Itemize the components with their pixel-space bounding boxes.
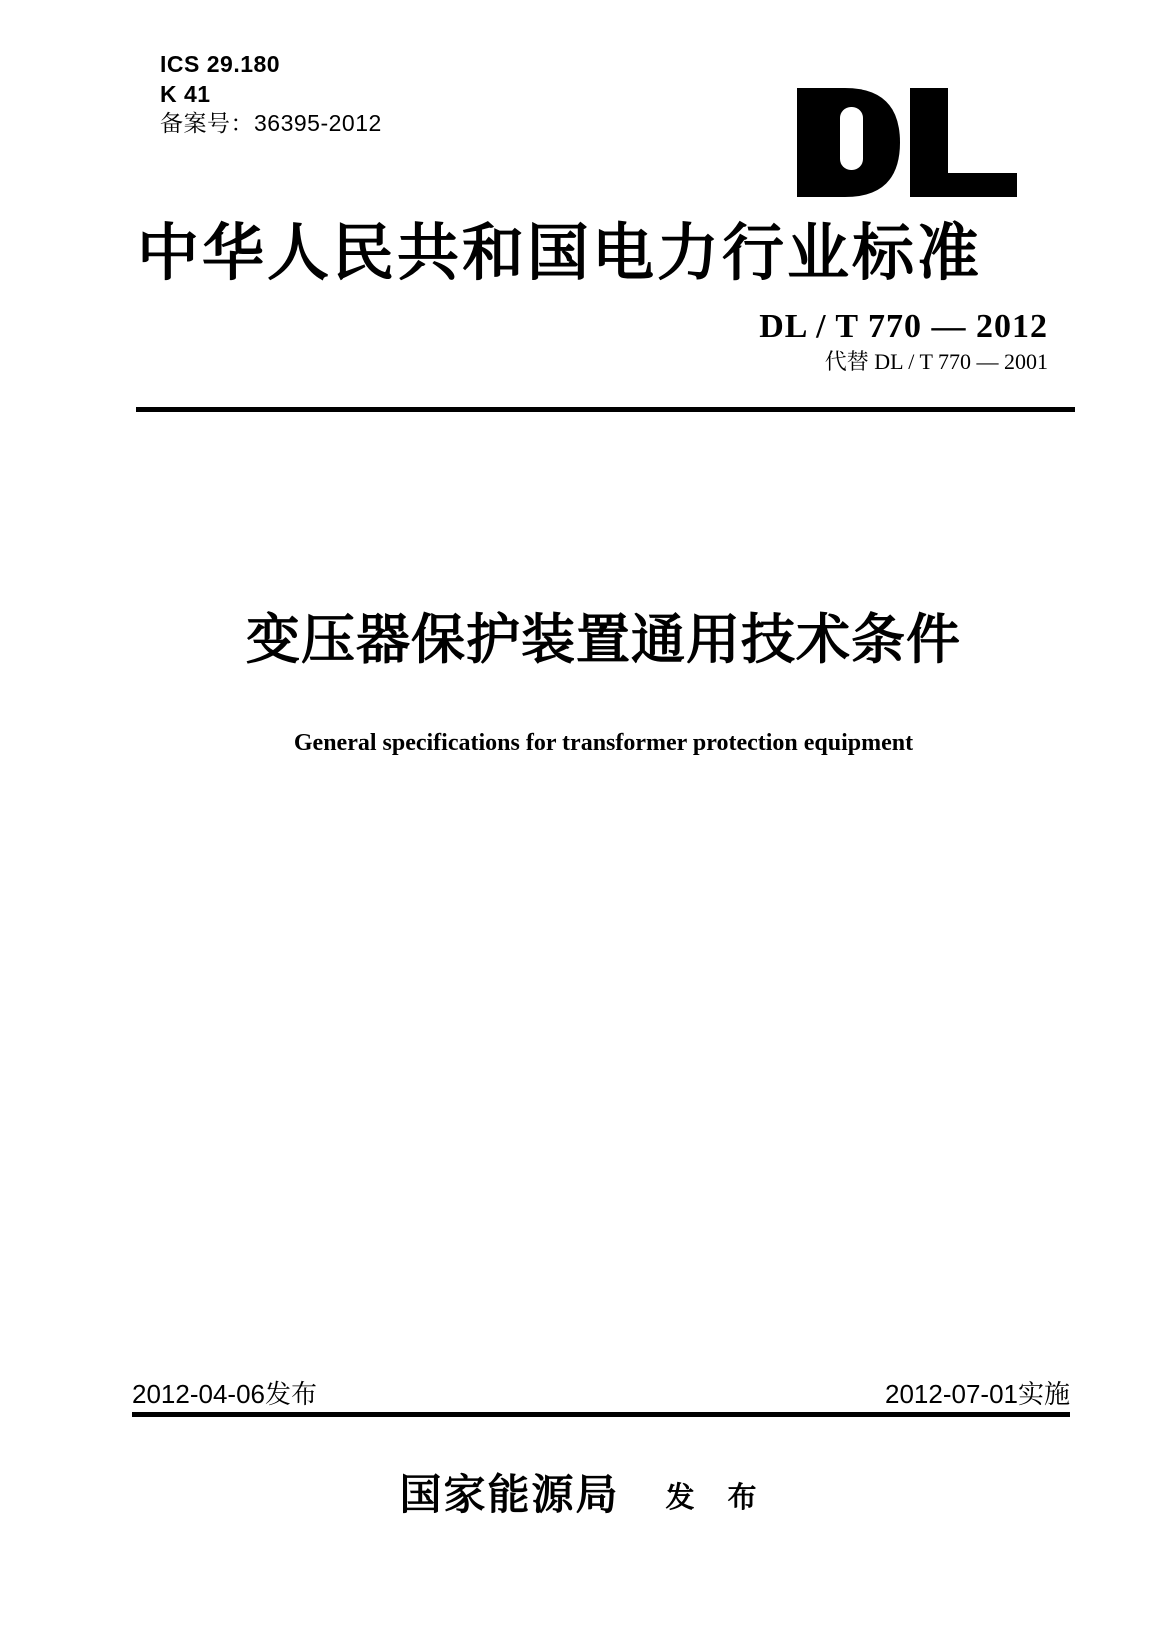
standard-number: DL / T 770 — 2012 (759, 308, 1048, 345)
document-title-en: General specifications for transformer protection equipment (293, 730, 914, 756)
issue-date: 2012-04-06发布 (132, 1379, 317, 1409)
publisher-name: 国家能源局 (399, 1473, 620, 1519)
standard-number-block (759, 308, 1048, 375)
date-row (132, 1379, 1070, 1409)
document-title-zh: 变压器保护装置通用技术条件 (246, 610, 961, 670)
footer-rule (132, 1412, 1070, 1417)
publish-label: 发 布 (665, 1481, 759, 1514)
publisher-row (0, 1462, 1158, 1522)
implement-date: 2012-07-01实施 (885, 1379, 1070, 1409)
header-rule (136, 407, 1075, 412)
record-number: 备案号：36395-2012 (160, 110, 382, 136)
meta-block (160, 50, 382, 139)
dl-logo-graphic (797, 88, 1017, 197)
standard-org-title: 中华人民共和国电力行业标准 (137, 220, 983, 288)
dl-logo (797, 88, 1017, 197)
classification-code: K 41 (160, 80, 211, 107)
replaces-note: 代替 DL / T 770 — 2001 (824, 349, 1048, 374)
ics-code: ICS 29.180 (160, 51, 281, 77)
